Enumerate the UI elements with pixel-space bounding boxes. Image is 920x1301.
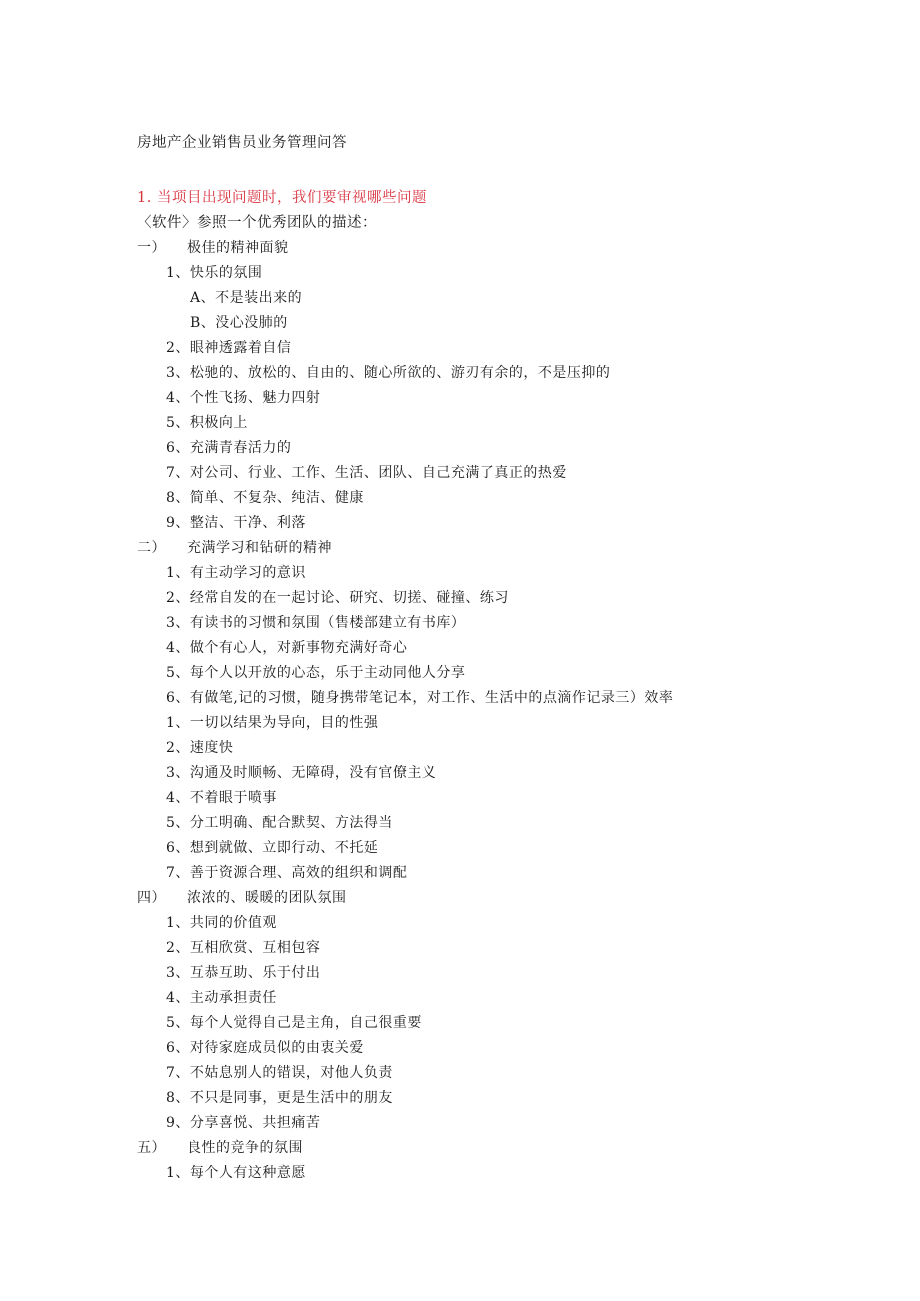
item-number: 4、 — [166, 790, 190, 806]
item-number: 2、 — [166, 940, 190, 956]
item-number: 1、 — [166, 565, 190, 581]
outline-list — [0, 236, 920, 1186]
item-text: 共同的价值观 — [189, 915, 277, 931]
item-text: 互恭互助、乐于付出 — [189, 965, 321, 981]
item-number: 1、 — [166, 1165, 190, 1181]
list-item — [0, 336, 920, 361]
item-text: 每个人以开放的心态，乐于主动同他人分享 — [189, 665, 466, 681]
item-number: 8、 — [166, 490, 190, 506]
list-item — [0, 436, 920, 461]
item-text: 极佳的精神面貌 — [187, 240, 289, 256]
item-text: 个性飞扬、魅力四射 — [189, 390, 321, 406]
item-number: 5、 — [166, 665, 190, 681]
list-item — [0, 711, 920, 736]
list-item — [0, 586, 920, 611]
list-item — [0, 761, 920, 786]
item-number: 3、 — [166, 615, 190, 631]
item-text: 松驰的、放松的、自由的、随心所欲的、游刃有余的，不是压抑的 — [189, 365, 611, 381]
item-text: 没心没肺的 — [215, 315, 288, 331]
list-item — [0, 1061, 920, 1086]
item-text: 分享喜悦、共担痛苦 — [189, 1115, 321, 1131]
item-number: 5、 — [166, 1015, 190, 1031]
item-number: 3、 — [166, 965, 190, 981]
list-item — [0, 686, 920, 711]
item-number: 6、 — [166, 690, 190, 706]
item-text: 想到就做、立即行动、不托延 — [189, 840, 379, 856]
item-text: 良性的竞争的氛围 — [187, 1140, 303, 1156]
list-item — [0, 1086, 920, 1111]
item-text: 经常自发的在一起讨论、研究、切搓、碰撞、练习 — [189, 590, 509, 606]
list-item — [0, 861, 920, 886]
item-text: 主动承担责任 — [189, 990, 277, 1006]
document-title: 房地产企业销售员业务管理问答 — [137, 135, 347, 151]
item-number: 6、 — [166, 440, 190, 456]
item-text: 有主动学习的意识 — [189, 565, 306, 581]
item-number: 四） — [137, 890, 166, 906]
item-text: 浓浓的、暖暖的团队氛围 — [187, 890, 347, 906]
sub-list-item — [0, 286, 920, 311]
item-number: 5、 — [166, 815, 190, 831]
item-number: 9、 — [166, 1115, 190, 1131]
list-item — [0, 411, 920, 436]
item-number: 8、 — [166, 1090, 190, 1106]
list-item — [0, 361, 920, 386]
item-text: 每个人觉得自己是主角，自己很重要 — [189, 1015, 422, 1031]
item-number: 1、 — [166, 715, 190, 731]
list-item — [0, 661, 920, 686]
list-item — [0, 811, 920, 836]
list-item — [0, 1036, 920, 1061]
item-number: 9、 — [166, 515, 190, 531]
item-text: 眼神透露着自信 — [189, 340, 292, 356]
section-heading — [0, 236, 920, 261]
item-number: 3、 — [166, 365, 190, 381]
item-text: 速度快 — [189, 740, 234, 756]
item-text: 沟通及时顺畅、无障碍，没有官僚主义 — [189, 765, 437, 781]
item-text: 充满学习和钻研的精神 — [187, 540, 332, 556]
item-text: 一切以结果为导向，目的性强 — [189, 715, 379, 731]
item-number: 5、 — [166, 415, 190, 431]
list-item — [0, 986, 920, 1011]
item-text: 善于资源合理、高效的组织和调配 — [189, 865, 408, 881]
item-number: 7、 — [166, 1065, 190, 1081]
sub-list-item — [0, 311, 920, 336]
item-number: 4、 — [166, 990, 190, 1006]
item-number: 二） — [137, 540, 166, 556]
item-number: 4、 — [166, 390, 190, 406]
item-text: 不是装出来的 — [215, 290, 303, 306]
item-number: 1、 — [166, 265, 190, 281]
list-item — [0, 611, 920, 636]
item-text: 不着眼于喷事 — [189, 790, 277, 806]
item-text: 不姑息别人的错误，对他人负责 — [189, 1065, 393, 1081]
item-text: 有读书的习惯和氛围（售楼部建立有书库） — [189, 615, 466, 631]
list-item — [0, 1161, 920, 1186]
item-number: 五） — [137, 1140, 166, 1156]
section-heading — [0, 886, 920, 911]
item-number: 2、 — [166, 740, 190, 756]
list-item — [0, 1111, 920, 1136]
list-item — [0, 261, 920, 286]
item-text: 互相欣赏、互相包容 — [189, 940, 321, 956]
list-item — [0, 786, 920, 811]
item-number: 6、 — [166, 1040, 190, 1056]
item-number: 2、 — [166, 590, 190, 606]
question-heading: 1. 当项目出现问题时，我们要审视哪些问题 — [137, 190, 427, 206]
item-text: 快乐的氛围 — [189, 265, 263, 281]
item-number: B、 — [190, 315, 216, 331]
list-item — [0, 736, 920, 761]
list-item — [0, 936, 920, 961]
list-item — [0, 961, 920, 986]
item-number: 6、 — [166, 840, 190, 856]
item-number: 7、 — [166, 865, 190, 881]
list-item — [0, 1011, 920, 1036]
item-text: 分工明确、配合默契、方法得当 — [189, 815, 393, 831]
item-number: 1、 — [166, 915, 190, 931]
item-text: 每个人有这种意愿 — [189, 1165, 306, 1181]
list-item — [0, 911, 920, 936]
item-text: 对待家庭成员似的由衷关爱 — [189, 1040, 364, 1056]
list-item — [0, 836, 920, 861]
section-heading — [0, 1136, 920, 1161]
item-text: 做个有心人，对新事物充满好奇心 — [189, 640, 408, 656]
list-item — [0, 636, 920, 661]
intro-text: 〈软件〉参照一个优秀团队的描述： — [137, 215, 377, 231]
item-text: 有做笔,记的习惯，随身携带笔记本，对工作、生活中的点滴作记录三）效率 — [189, 690, 674, 706]
item-number: 4、 — [166, 640, 190, 656]
item-text: 对公司、行业、工作、生活、团队、自己充满了真正的热爱 — [189, 465, 567, 481]
list-item — [0, 561, 920, 586]
item-number: 7、 — [166, 465, 190, 481]
item-text: 充满青春活力的 — [189, 440, 292, 456]
section-heading — [0, 536, 920, 561]
list-item — [0, 461, 920, 486]
item-text: 整洁、干净、利落 — [189, 515, 306, 531]
item-text: 简单、不复杂、纯洁、健康 — [189, 490, 364, 506]
list-item — [0, 486, 920, 511]
item-number: A、 — [190, 290, 216, 306]
item-text: 不只是同事，更是生活中的朋友 — [189, 1090, 393, 1106]
item-number: 2、 — [166, 340, 190, 356]
item-text: 积极向上 — [189, 415, 248, 431]
list-item — [0, 386, 920, 411]
item-number: 一） — [137, 240, 166, 256]
item-number: 3、 — [166, 765, 190, 781]
list-item — [0, 511, 920, 536]
